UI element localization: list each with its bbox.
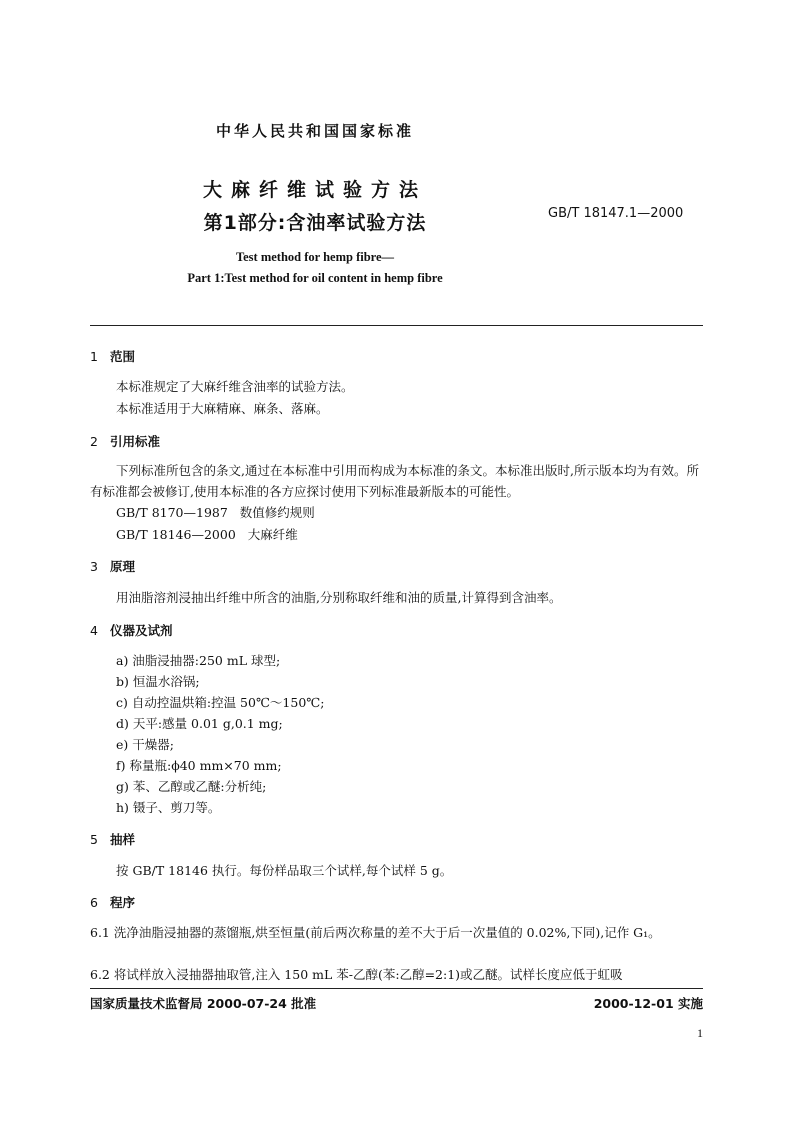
paragraph: 本标准适用于大麻精麻、麻条、落麻。: [116, 401, 329, 416]
section-title: 原理: [110, 559, 136, 574]
document-title: 大麻纤维试验方法: [202, 179, 427, 201]
paragraph: 按 GB/T 18146 执行。每份样品取三个试样,每个试样 5 g。: [116, 863, 453, 878]
reference-item: GB/T 8170—1987 数值修约规则: [116, 505, 315, 520]
standard-code: GB/T 18147.1—2000: [548, 206, 684, 221]
section-title: 引用标准: [110, 434, 161, 449]
section-2-heading: [90, 432, 160, 450]
section-number: 3: [90, 559, 98, 574]
approval-note: 国家质量技术监督局 2000-07-24 批准: [90, 996, 317, 1011]
paragraph: 用油脂溶剂浸抽出纤维中所含的油脂,分别称取纤维和油的质量,计算得到含油率。: [116, 590, 562, 605]
section-title: 程序: [110, 895, 136, 910]
section-5-heading: [90, 830, 135, 848]
list-item: e) 干燥器;: [116, 737, 174, 752]
list-item: c) 自动控温烘箱:控温 50℃～150℃;: [116, 695, 325, 710]
page-number: 1: [697, 1026, 703, 1040]
paragraph: 本标准规定了大麻纤维含油率的试验方法。: [116, 379, 354, 394]
section-number: 1: [90, 349, 98, 364]
clause-6-2: 6.2 将试样放入浸抽器抽取管,注入 150 mL 苯-乙醇(苯:乙醇=2:1)或乙醚。试样长度应低于虹吸: [90, 967, 623, 982]
implementation-date: 2000-12-01 实施: [593, 996, 703, 1011]
document-subtitle: 第1部分:含油率试验方法: [203, 212, 427, 234]
standard-header: 中华人民共和国国家标准: [215, 122, 414, 140]
section-title: 范围: [110, 349, 136, 364]
section-3-heading: [90, 557, 135, 575]
section-title: 抽样: [110, 832, 136, 847]
section-number: 4: [90, 623, 98, 638]
list-item: g) 苯、乙醇或乙醚:分析纯;: [116, 779, 267, 794]
section-4-heading: [90, 621, 173, 639]
list-item: b) 恒温水浴锅;: [116, 674, 200, 689]
footer-divider: [90, 988, 703, 989]
section-title: 仪器及试剂: [110, 623, 173, 638]
list-item: d) 天平:感量 0.01 g,0.1 mg;: [116, 716, 283, 731]
paragraph: 下列标准所包含的条文,通过在本标准中引用而构成为本标准的条文。本标准出版时,所示版本均为有效。所有标准都会被修订,使用本标准的各方应探讨使用下列标准最新版本的可能性。: [90, 463, 699, 499]
english-title-line-1: Test method for hemp fibre—: [235, 250, 395, 264]
english-title-line-2: Part 1:Test method for oil content in hemp fibre: [187, 271, 443, 285]
section-1-heading: [90, 347, 135, 365]
clause-6-1: 6.1 洗净油脂浸抽器的蒸馏瓶,烘至恒量(前后两次称量的差不大于后一次量值的 0.02%,下同),记作 G₁。: [90, 925, 661, 940]
section-number: 2: [90, 434, 98, 449]
section-number: 6: [90, 895, 98, 910]
list-item: h) 镊子、剪刀等。: [116, 800, 221, 815]
section-6-heading: [90, 893, 135, 911]
section-number: 5: [90, 832, 98, 847]
reference-item: GB/T 18146—2000 大麻纤维: [116, 527, 298, 542]
list-item: a) 油脂浸抽器:250 mL 球型;: [116, 653, 281, 668]
header-divider: [90, 325, 703, 326]
list-item: f) 称量瓶:ϕ40 mm×70 mm;: [116, 758, 282, 773]
